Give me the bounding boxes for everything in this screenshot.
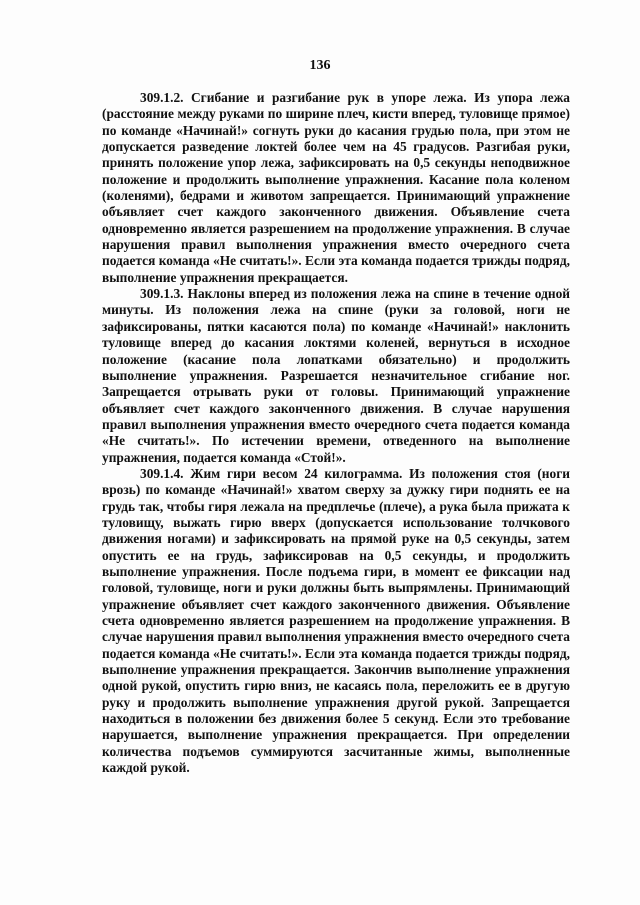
paragraph-309-1-2: 309.1.2. Сгибание и разгибание рук в упоре лежа. Из упора лежа (расстояние между руками по ширине плеч, кисти вперед, туловище прямое) по команде «Начинай!» согнуть руки до касания грудью пола, при этом не допускается разведение локтей более чем на 45 градусов. Разгибая руки, принять положение упор лежа, зафиксировать на 0,5 секунды неподвижное положение и продолжить выполнение упражнения. Касание пола коленом (коленями), бедрами и животом запрещается. Принимающий упражнение объявляет счет каждого законченного движения. Объявление счета одновременно является разрешением на продолжение упражнения. В случае нарушения правил выполнения упражнения вместо очередного счета подается команда «Не считать!». Если эта команда подается трижды подряд, выполнение упражнения прекращается. bbox=[102, 90, 570, 285]
paragraph-309-1-4: 309.1.4. Жим гири весом 24 килограмма. Из положения стоя (ноги врозь) по команде «Начинай!» хватом сверху за дужку гири поднять ее на грудь так, чтобы гиря лежала на предплечье (плече), а рука была прижата к туловищу, выжать гирю вверх (допускается использование толчкового движения ногами) и зафиксировать на прямой руке на 0,5 секунды, затем опустить ее на грудь, зафиксировав на 0,5 секунды, и продолжить выполнение упражнения. После подъема гири, в момент ее фиксации над головой, туловище, ноги и руки должны быть выпрямлены. Принимающий упражнение объявляет счет каждого законченного движения. Объявление счета одновременно является разрешением на продолжение упражнения. В случае нарушения правил выполнения упражнения вместо очередного счета подается команда «Не считать!». Если эта команда подается трижды подряд, выполнение упражнения прекращается. Закончив выполнение упражнения одной рукой, опустить гирю вниз, не касаясь пола, переложить ее в другую руку и продолжить выполнение упражнения другой рукой. Запрещается находиться в положении без движения более 5 секунд. Если это требование нарушается, выполнение упражнения прекращается. При определении количества подъемов суммируются засчитанные жимы, выполненные каждой рукой. bbox=[102, 465, 570, 776]
paragraph-309-1-3: 309.1.3. Наклоны вперед из положения лежа на спине в течение одной минуты. Из положения лежа на спине (руки за головой, ноги не зафиксированы, пятки касаются пола) по команде «Начинай!» наклонить туловище вперед до касания локтями коленей, вернуться в исходное положение (касание пола лопатками обязательно) и продолжить выполнение упражнения. Разрешается незначительное сгибание ног. Запрещается отрывать руки от головы. Принимающий упражнение объявляет счет каждого законченного движения. В случае нарушения правил выполнения упражнения вместо очередного счета подается команда «Не считать!». По истечении времени, отведенного на выполнение упражнения, подается команда «Стой!». bbox=[102, 286, 570, 465]
page-number: 136 bbox=[309, 58, 331, 73]
document-body bbox=[102, 90, 570, 776]
